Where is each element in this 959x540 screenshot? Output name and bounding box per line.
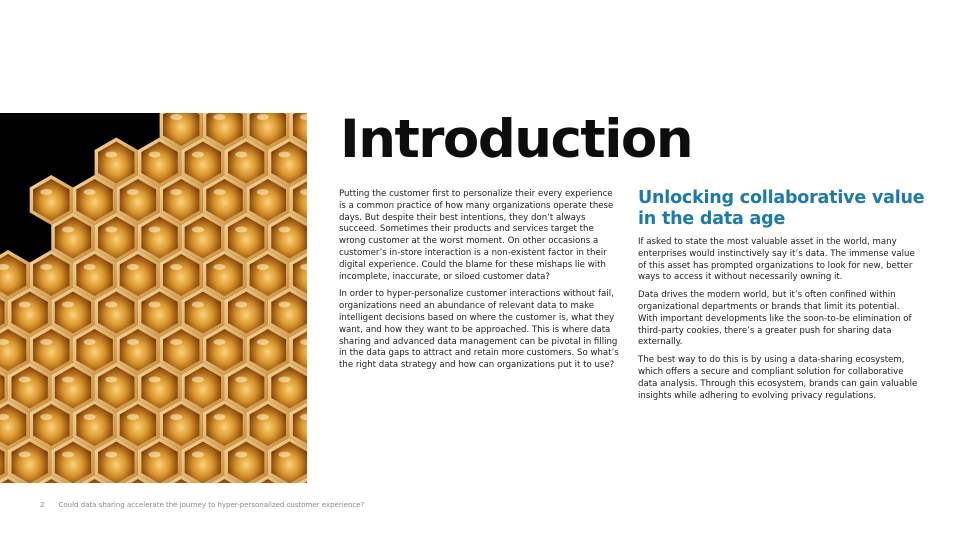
honeycomb-highlight — [192, 377, 204, 383]
honeycomb-highlight — [214, 189, 226, 195]
section-paragraph: The best way to do this is by using a data-sharing ecosystem, which offers a secure and compliant solution for collaborative data analysis. Through this ecosystem, brands can gain valuable insights while adhering to evolving privacy regulations. — [638, 355, 918, 401]
section-paragraph: If asked to state the most valuable asset in the world, many enterprises would instinctively say it’s data. The immense value of this asset has prompted organizations to look for new, better ways to access it without necessarily owning it. — [638, 237, 915, 283]
page-title: Introduction — [340, 109, 693, 170]
honeycomb-highlight — [170, 114, 182, 120]
honeycomb-highlight — [279, 302, 291, 308]
honeycomb-highlight — [235, 227, 247, 233]
honeycomb-highlight — [105, 227, 117, 233]
honeycomb-highlight — [235, 452, 247, 458]
honeycomb-highlight — [127, 339, 139, 345]
honeycomb-highlight — [214, 339, 226, 345]
honeycomb-highlight — [127, 414, 139, 420]
honeycomb-highlight — [170, 339, 182, 345]
honeycomb-highlight — [149, 452, 161, 458]
honeycomb-image — [0, 113, 307, 483]
honeycomb-highlight — [149, 302, 161, 308]
page-number: 2 — [40, 501, 45, 509]
honeycomb-highlight — [149, 227, 161, 233]
honeycomb-highlight — [84, 339, 96, 345]
honeycomb-highlight — [40, 339, 52, 345]
intro-paragraph: In order to hyper-personalize customer interactions without fail, organizations need an abundance of relevant data to make intelligent decisions based on where the customer is, what they want, and how they want to be approached. This is where data sharing and advanced data management can be pivotal in filling in the data gaps to attract and retain more customers. So what’s the right data strategy and how can organizations put it to use? — [339, 289, 619, 371]
honeycomb-highlight — [19, 377, 31, 383]
intro-left-column — [339, 189, 619, 378]
honeycomb-highlight — [105, 377, 117, 383]
page-footer — [40, 501, 364, 509]
honeycomb-highlight — [214, 114, 226, 120]
intro-paragraph: Putting the customer first to personalize their every experience is a common practice of how many organizations operate these days. But despite their best intentions, they don’t always succeed. Sometimes their products and services target the wrong customer at the worst moment. On other occasions a customer’s in-store interaction is a non-existent factor in their digital experience. Could the blame for these mishaps lie with incomplete, inaccurate, or siloed customer data? — [339, 189, 614, 282]
honeycomb-highlight — [257, 264, 269, 270]
honeycomb-highlight — [84, 264, 96, 270]
honeycomb-highlight — [84, 414, 96, 420]
honeycomb-highlight — [257, 339, 269, 345]
honeycomb-highlight — [279, 227, 291, 233]
honeycomb-highlight — [62, 377, 74, 383]
honeycomb-highlight — [192, 227, 204, 233]
honeycomb-highlight — [279, 452, 291, 458]
honeycomb-highlight — [19, 452, 31, 458]
honeycomb-highlight — [149, 152, 161, 158]
intro-right-column — [638, 237, 920, 408]
honeycomb-highlight — [40, 189, 52, 195]
honeycomb-highlight — [105, 302, 117, 308]
honeycomb-highlight — [170, 264, 182, 270]
honeycomb-highlight — [62, 302, 74, 308]
section-paragraph: Data drives the modern world, but it’s often confined within organizational departments or brands that limit its potential. With important developments like the soon-to-be elimination of third-party cookies, there’s a greater push for sharing data externally. — [638, 290, 912, 348]
honeycomb-highlight — [62, 452, 74, 458]
honeycomb-highlight — [279, 377, 291, 383]
honeycomb-highlight — [214, 264, 226, 270]
honeycomb-highlight — [19, 302, 31, 308]
honeycomb-highlight — [127, 189, 139, 195]
honeycomb-highlight — [62, 227, 74, 233]
honeycomb-highlight — [257, 414, 269, 420]
honeycomb-highlight — [235, 302, 247, 308]
honeycomb-highlight — [257, 189, 269, 195]
honeycomb-highlight — [214, 414, 226, 420]
honeycomb-highlight — [235, 377, 247, 383]
honeycomb-highlight — [105, 152, 117, 158]
section-heading: Unlocking collaborative value in the data age — [638, 188, 925, 229]
honeycomb-highlight — [257, 114, 269, 120]
honeycomb-highlight — [149, 377, 161, 383]
honeycomb-highlight — [192, 452, 204, 458]
honeycomb-highlight — [192, 152, 204, 158]
honeycomb-highlight — [170, 189, 182, 195]
honeycomb-highlight — [127, 264, 139, 270]
honeycomb-highlight — [279, 152, 291, 158]
honeycomb-highlight — [105, 452, 117, 458]
honeycomb-highlight — [170, 414, 182, 420]
honeycomb-highlight — [40, 264, 52, 270]
honeycomb-highlight — [84, 189, 96, 195]
footer-text: Could data sharing accelerate the journey to hyper-personalized customer experience? — [58, 501, 365, 509]
honeycomb-highlight — [192, 302, 204, 308]
honeycomb-highlight — [40, 414, 52, 420]
honeycomb-highlight — [235, 152, 247, 158]
